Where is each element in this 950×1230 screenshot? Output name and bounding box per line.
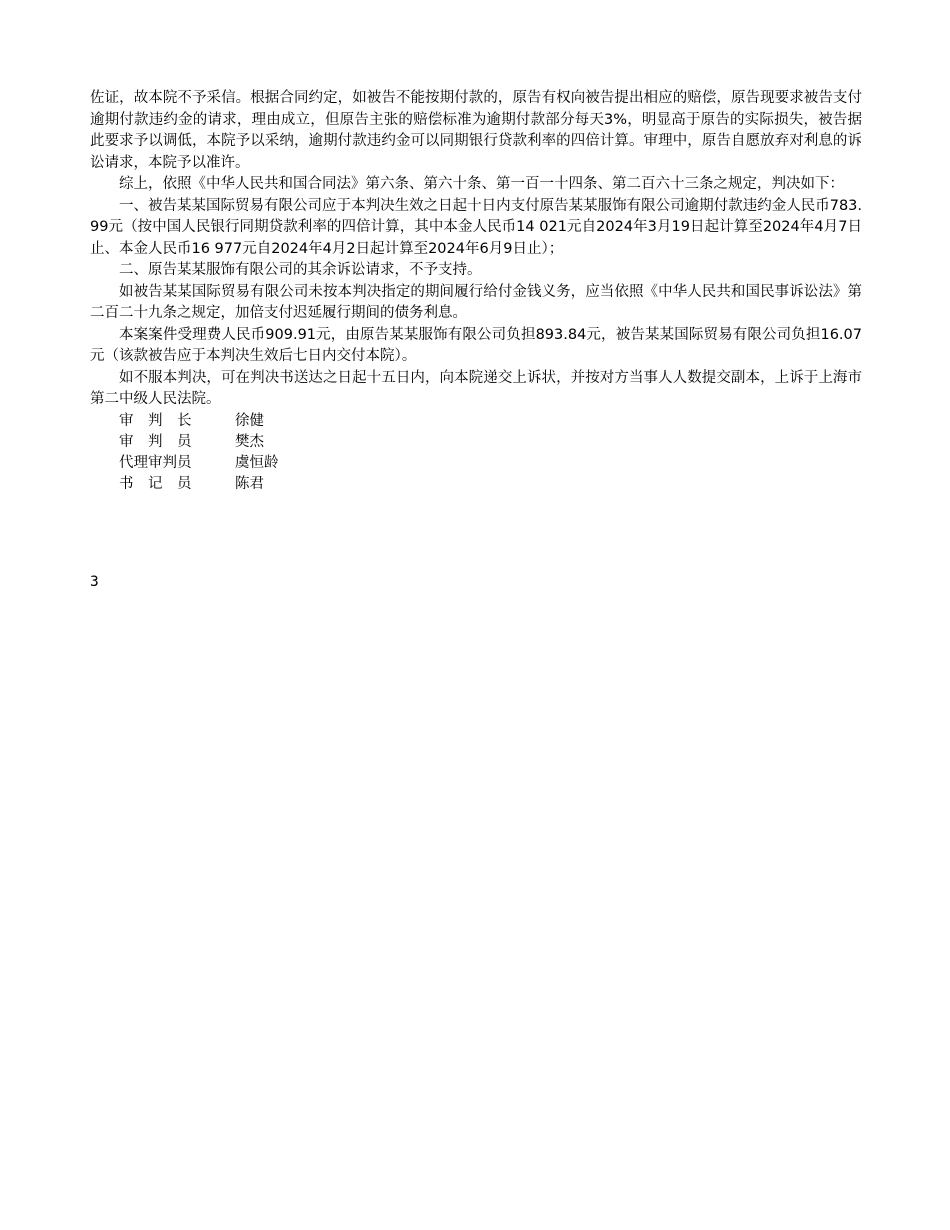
paragraph-ruling-1: 一、被告某某国际贸易有限公司应于本判决生效之日起十日内支付原告某某服饰有限公司逾期付款违约金人民币783.99元（按中国人民银行同期贷款利率的四倍计算，其中本金人民币14 021元自2024年3月19日起计算至2024年4月7日止、本金人民币16 977元自2024年4月2日起计算至2024年6月9日止）；: [90, 197, 862, 257]
signature-clerk: [90, 474, 862, 495]
paragraph-legal-basis: 综上，依照《中华人民共和国合同法》第六条、第六十条、第一百一十四条、第二百六十三条之规定，判决如下：: [119, 176, 844, 192]
signature-role: 审 判 员: [119, 433, 192, 450]
signature-presiding-judge: [90, 411, 862, 432]
paragraph-appeal-notice: 如不服本判决，可在判决书送达之日起十五日内，向本院递交上诉状，并按对方当事人人数提交副本，上诉于上海市第二中级人民法院。: [90, 369, 862, 407]
paragraph-reasoning: 佐证，故本院不予采信。根据合同约定，如被告不能按期付款的，原告有权向被告提出相应的赔偿，原告现要求被告支付逾期付款违约金的请求，理由成立，但原告主张的赔偿标准为逾期付款部分每天3%，明显高于原告的实际损失，被告据此要求予以调低，本院予以采纳，逾期付款违约金可以同期银行贷款利率的四倍计算。审理中，原告自愿放弃对利息的诉讼请求，本院予以准许。: [90, 90, 862, 171]
signature-role: 书 记 员: [119, 475, 192, 492]
signature-name: 徐健: [235, 412, 264, 429]
signature-acting-judge: [90, 453, 862, 474]
paragraph-delayed-performance: 如被告某某国际贸易有限公司未按本判决指定的期间履行给付金钱义务，应当依照《中华人民共和国民事诉讼法》第二百二十九条之规定，加倍支付迟延履行期间的债务利息。: [90, 283, 862, 321]
signature-block: [90, 411, 862, 495]
signature-role: 审 判 长: [119, 412, 192, 429]
judgment-document: [90, 88, 862, 495]
paragraph-ruling-2: 二、原告某某服饰有限公司的其余诉讼请求，不予支持。: [119, 262, 482, 278]
signature-role: 代理审判员: [119, 454, 192, 471]
page-number: 3: [90, 574, 99, 590]
signature-name: 樊杰: [235, 433, 264, 450]
signature-judge: [90, 432, 862, 453]
signature-name: 虞恒龄: [235, 454, 279, 471]
paragraph-court-fees: 本案案件受理费人民币909.91元，由原告某某服饰有限公司负担893.84元，被告某某国际贸易有限公司负担16.07元（该款被告应于本判决生效后七日内交付本院）。: [90, 326, 862, 364]
signature-name: 陈君: [235, 475, 264, 492]
